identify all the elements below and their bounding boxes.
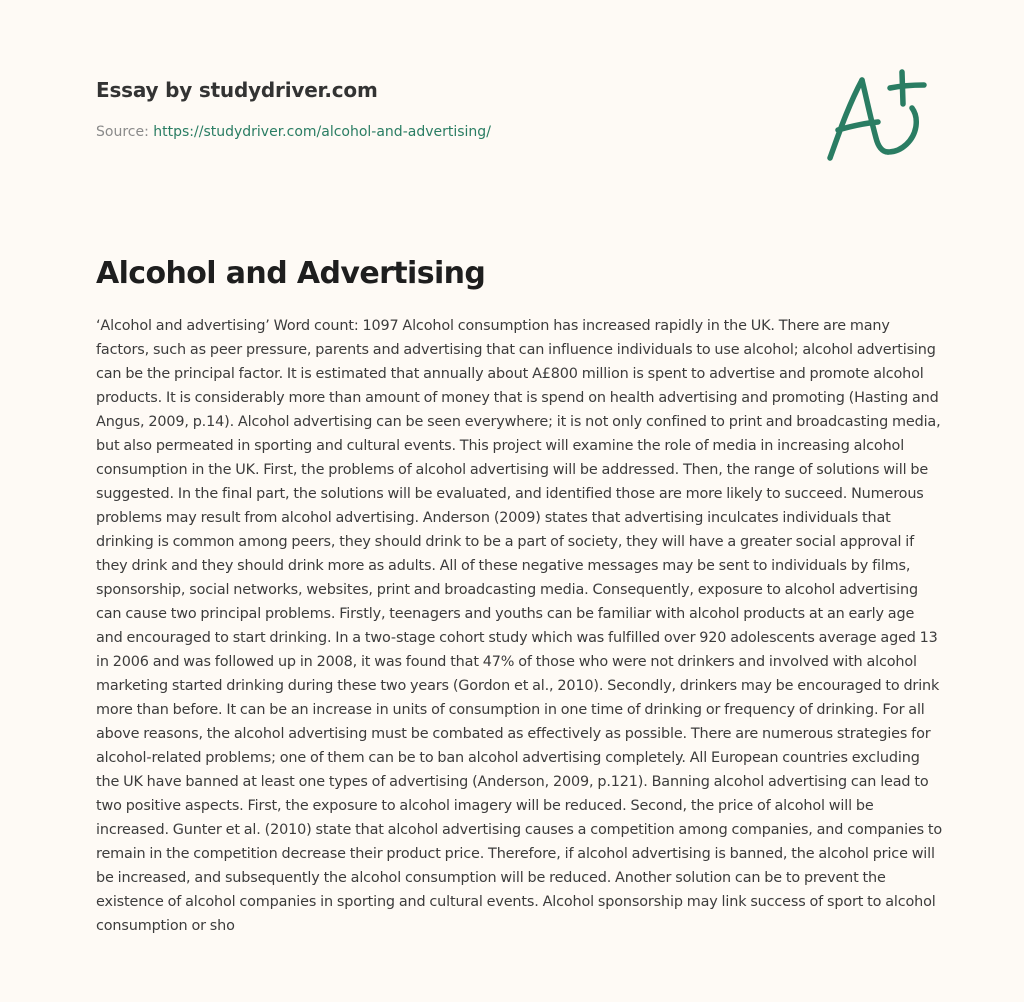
essay-title: Alcohol and Advertising [96, 256, 486, 291]
page-header [96, 76, 491, 142]
essay-body: ‘Alcohol and advertising’ Word count: 1097 Alcohol consumption has increased rapidly in the UK. There are many factors, such as peer pressure, parents and advertising that can influence individuals to use alcohol; alcohol advertising can be the principal factor. It is estimated that annually about A£800 million is spent to advertise and promote alcohol products. It is considerably more than amount of money that is spend on health advertising and promoting (Hasting and Angus, 2009, p.14). Alcohol advertising can be seen everywhere; it is not only confined to print and broadcasting media, but also permeated in sporting and cultural events. This project will examine the role of media in increasing alcohol consumption in the UK. First, the problems of alcohol advertising will be addressed. Then, the range of solutions will be suggested. In the final part, the solutions will be evaluated, and identified those are more likely to succeed. Numerous problems may result from alcohol advertising. Anderson (2009) states that advertising inculcates individuals that drinking is common among peers, they should drink to be a part of society, they will have a greater social approval if they drink and they should drink more as adults. All of these negative messages may be sent to individuals by films, sponsorship, social networks, websites, print and broadcasting media. Consequently, exposure to alcohol advertising can cause two principal problems. Firstly, teenagers and youths can be familiar with alcohol products at an early age and encouraged to start drinking. In a two-stage cohort study which was fulfilled over 920 adolescents average aged 13 in 2006 and was followed up in 2008, it was found that 47% of those who were not drinkers and involved with alcohol marketing started drinking during these two years (Gordon et al., 2010). Secondly, drinkers may be encouraged to drink more than before. It can be an increase in units of consumption in one time of drinking or frequency of drinking. For all above reasons, the alcohol advertising must be combated as effectively as possible. There are numerous strategies for alcohol-related problems; one of them can be to ban alcohol advertising completely. All European countries excluding the UK have banned at least one types of advertising (Anderson, 2009, p.121). Banning alcohol advertising can lead to two positive aspects. First, the exposure to alcohol imagery will be reduced. Second, the price of alcohol will be increased. Gunter et al. (2010) state that alcohol advertising causes a competition among companies, and companies to remain in the competition decrease their product price. Therefore, if alcohol advertising is banned, the alcohol price will be increased, and subsequently the alcohol consumption will be reduced. Another solution can be to prevent the existence of alcohol companies in sporting and cultural events. Alcohol sponsorship may link success of sport to alcohol consumption or sho [96, 318, 943, 934]
source-link[interactable]: https://studydriver.com/alcohol-and-advertising/ [153, 124, 491, 140]
site-title: Essay by studydriver.com [96, 78, 378, 102]
a-plus-grade-icon [820, 66, 930, 166]
source-line [96, 122, 491, 142]
source-label: Source: [96, 124, 149, 140]
